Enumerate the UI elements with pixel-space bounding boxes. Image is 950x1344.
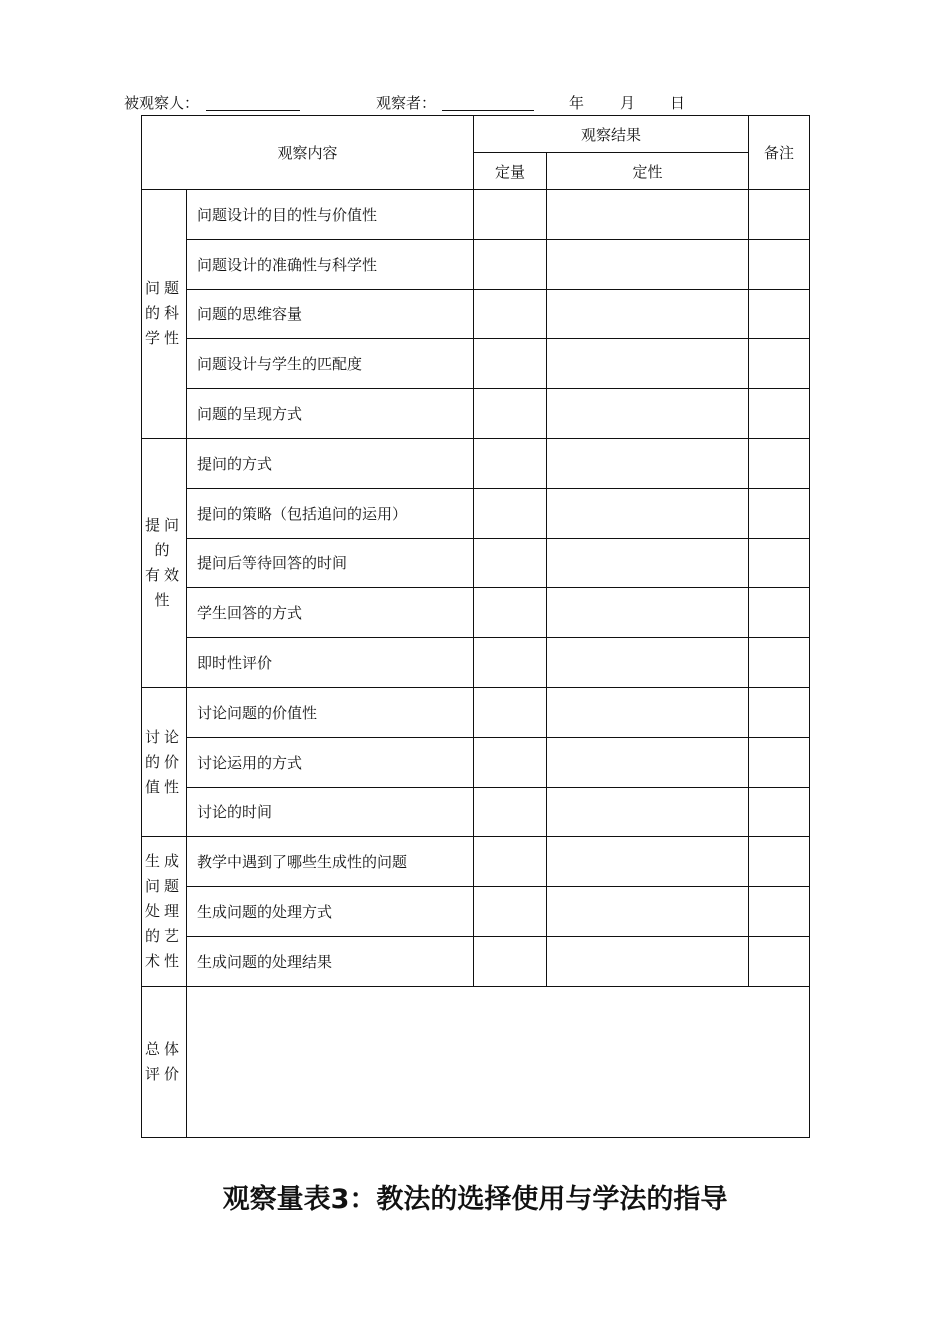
category-line: 的科 — [145, 304, 184, 323]
item-cell: 讨论的时间 — [187, 787, 474, 837]
overall-row — [142, 986, 810, 1137]
qualitative-cell[interactable] — [547, 488, 749, 538]
table-row — [142, 239, 810, 289]
table-row — [142, 936, 810, 986]
remark-cell[interactable] — [749, 588, 810, 638]
qualitative-cell[interactable] — [547, 289, 749, 339]
category-line: 提问 — [145, 515, 184, 534]
category-line: 值性 — [145, 777, 184, 796]
remark-cell[interactable] — [749, 687, 810, 737]
table-row — [142, 687, 810, 737]
remark-cell[interactable] — [749, 190, 810, 240]
item-cell: 即时性评价 — [187, 638, 474, 688]
item-cell: 讨论问题的价值性 — [187, 687, 474, 737]
quantitative-cell[interactable] — [474, 488, 547, 538]
remark-cell[interactable] — [749, 239, 810, 289]
section-title: 观察量表3：教法的选择使用与学法的指导 — [222, 1184, 728, 1215]
quantitative-cell[interactable] — [474, 936, 547, 986]
category-cell — [142, 837, 187, 986]
qualitative-cell[interactable] — [547, 588, 749, 638]
quantitative-cell[interactable] — [474, 687, 547, 737]
table-row — [142, 339, 810, 389]
qualitative-cell[interactable] — [547, 239, 749, 289]
qualitative-cell[interactable] — [547, 887, 749, 937]
quantitative-cell[interactable] — [474, 638, 547, 688]
quantitative-cell[interactable] — [474, 538, 547, 588]
table-row — [142, 389, 810, 439]
item-cell: 生成问题的处理方式 — [187, 887, 474, 937]
item-cell: 问题的呈现方式 — [187, 389, 474, 439]
remark-cell[interactable] — [749, 438, 810, 488]
remark-cell[interactable] — [749, 488, 810, 538]
col-remark-header: 备注 — [749, 116, 810, 190]
item-cell: 提问后等待回答的时间 — [187, 538, 474, 588]
quantitative-cell[interactable] — [474, 887, 547, 937]
quantitative-cell[interactable] — [474, 787, 547, 837]
category-line: 性 — [154, 590, 174, 609]
observed-label: 被观察人： — [124, 94, 200, 112]
quantitative-cell[interactable] — [474, 588, 547, 638]
qualitative-cell[interactable] — [547, 837, 749, 887]
category-line: 有效 — [145, 565, 184, 584]
remark-cell[interactable] — [749, 837, 810, 887]
col-qualitative-header: 定性 — [547, 153, 749, 190]
quantitative-cell[interactable] — [474, 737, 547, 787]
remark-cell[interactable] — [749, 638, 810, 688]
table-row — [142, 438, 810, 488]
col-content-header: 观察内容 — [142, 116, 474, 190]
qualitative-cell[interactable] — [547, 438, 749, 488]
table-row — [142, 638, 810, 688]
category-cell — [142, 438, 187, 687]
item-cell: 问题的思维容量 — [187, 289, 474, 339]
table-row — [142, 538, 810, 588]
qualitative-cell[interactable] — [547, 638, 749, 688]
quantitative-cell[interactable] — [474, 438, 547, 488]
item-cell: 生成问题的处理结果 — [187, 936, 474, 986]
qualitative-cell[interactable] — [547, 389, 749, 439]
item-cell: 提问的方式 — [187, 438, 474, 488]
category-line: 的艺 — [145, 927, 184, 946]
qualitative-cell[interactable] — [547, 190, 749, 240]
qualitative-cell[interactable] — [547, 538, 749, 588]
remark-cell[interactable] — [749, 339, 810, 389]
day-label: 日 — [670, 94, 686, 112]
overall-evaluation-field[interactable] — [187, 986, 810, 1137]
quantitative-cell[interactable] — [474, 389, 547, 439]
qualitative-cell[interactable] — [547, 687, 749, 737]
remark-cell[interactable] — [749, 389, 810, 439]
category-cell — [142, 687, 187, 836]
year-label: 年 — [569, 94, 585, 112]
table-row — [142, 289, 810, 339]
overall-label-cell — [142, 986, 187, 1137]
quantitative-cell[interactable] — [474, 339, 547, 389]
qualitative-cell[interactable] — [547, 787, 749, 837]
table-row — [142, 787, 810, 837]
category-line: 生成 — [145, 852, 184, 871]
table-row — [142, 737, 810, 787]
category-line: 问题 — [145, 279, 184, 298]
remark-cell[interactable] — [749, 289, 810, 339]
item-cell: 问题设计的准确性与科学性 — [187, 239, 474, 289]
overall-label-line: 评价 — [145, 1064, 184, 1083]
quantitative-cell[interactable] — [474, 837, 547, 887]
remark-cell[interactable] — [749, 936, 810, 986]
observer-label: 观察者： — [376, 94, 437, 112]
table-row — [142, 488, 810, 538]
qualitative-cell[interactable] — [547, 936, 749, 986]
remark-cell[interactable] — [749, 887, 810, 937]
item-cell: 问题设计的目的性与价值性 — [187, 190, 474, 240]
quantitative-cell[interactable] — [474, 239, 547, 289]
observation-table — [141, 115, 810, 1138]
remark-cell[interactable] — [749, 787, 810, 837]
category-cell — [142, 190, 187, 439]
qualitative-cell[interactable] — [547, 339, 749, 389]
category-line: 学性 — [145, 329, 184, 348]
item-cell: 教学中遇到了哪些生成性的问题 — [187, 837, 474, 887]
category-line: 术性 — [145, 952, 184, 971]
category-line: 的 — [154, 540, 174, 559]
item-cell: 学生回答的方式 — [187, 588, 474, 638]
remark-cell[interactable] — [749, 538, 810, 588]
category-line: 问题 — [145, 877, 184, 896]
observed-name-field[interactable] — [206, 110, 300, 111]
qualitative-cell[interactable] — [547, 737, 749, 787]
table-row — [142, 588, 810, 638]
quantitative-cell[interactable] — [474, 289, 547, 339]
table-row — [142, 190, 810, 240]
table-row — [142, 887, 810, 937]
overall-label-line: 总体 — [145, 1039, 184, 1058]
category-line: 的价 — [145, 752, 184, 771]
category-line: 讨论 — [145, 727, 184, 746]
remark-cell[interactable] — [749, 737, 810, 787]
col-result-header: 观察结果 — [474, 116, 749, 153]
category-line: 处理 — [145, 902, 184, 921]
observer-name-field[interactable] — [442, 110, 534, 111]
col-quantitative-header: 定量 — [474, 153, 547, 190]
item-cell: 问题设计与学生的匹配度 — [187, 339, 474, 389]
header-row — [142, 116, 810, 153]
table-row — [142, 837, 810, 887]
item-cell: 讨论运用的方式 — [187, 737, 474, 787]
item-cell: 提问的策略（包括追问的运用） — [187, 488, 474, 538]
quantitative-cell[interactable] — [474, 190, 547, 240]
header-line — [124, 92, 824, 114]
month-label: 月 — [620, 94, 636, 112]
